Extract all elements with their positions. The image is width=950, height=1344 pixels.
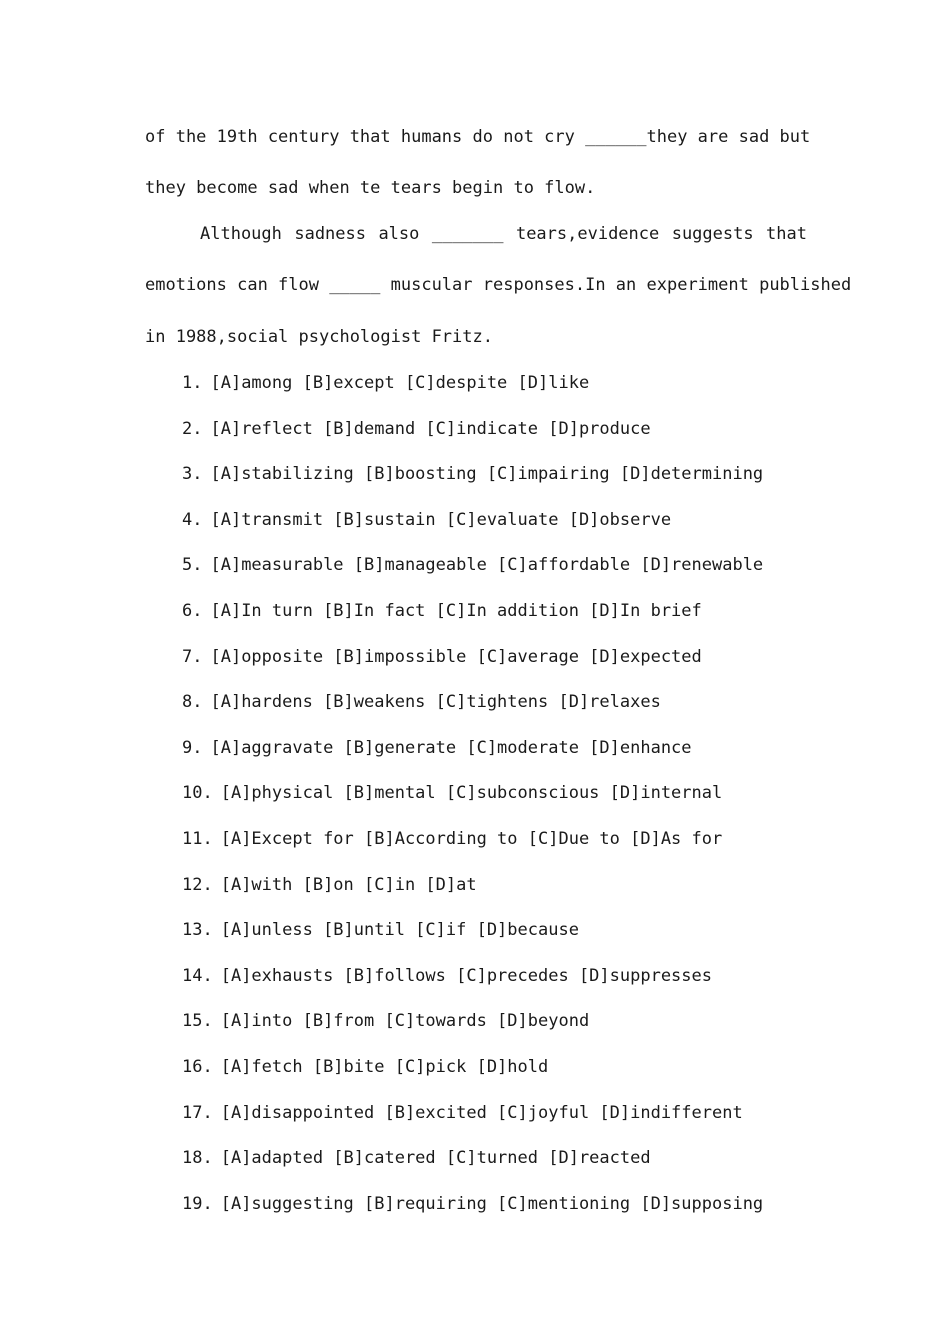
question-options: [A]hardens [B]weakens [C]tightens [D]relaxes (210, 692, 661, 713)
passage-line-3: Although sadness also _______ tears,evidence suggests that (200, 224, 807, 244)
question-options: [A]physical [B]mental [C]subconscious [D]internal (220, 783, 723, 804)
question-number: 10. (182, 783, 213, 804)
question-item (182, 827, 763, 873)
passage-line-2: they become sad when te tears begin to flow. (145, 178, 596, 198)
question-number: 15. (182, 1011, 213, 1032)
question-number: 18. (182, 1148, 213, 1169)
question-item (182, 1009, 763, 1055)
question-item (182, 964, 763, 1010)
question-number: 1. (182, 373, 203, 393)
question-item (182, 873, 763, 919)
question-item (182, 599, 763, 645)
question-item (182, 553, 763, 599)
passage-line-1: of the 19th century that humans do not cry ______they are sad but (145, 127, 811, 147)
question-options: [A]stabilizing [B]boosting [C]impairing [D]determining (210, 464, 764, 485)
question-options: [A]reflect [B]demand [C]indicate [D]produce (210, 418, 651, 439)
question-options: [A]measurable [B]manageable [C]affordable [D]renewable (210, 555, 764, 576)
question-item (182, 690, 763, 736)
question-options: [A]transmit [B]sustain [C]evaluate [D]observe (210, 509, 672, 530)
question-options: [A]Except for [B]According to [C]Due to [D]As for (220, 828, 723, 849)
question-item (182, 1192, 763, 1238)
question-options: [A]into [B]from [C]towards [D]beyond (220, 1011, 590, 1032)
question-number: 16. (182, 1056, 213, 1077)
question-item (182, 371, 763, 417)
question-item (182, 918, 763, 964)
question-item (182, 645, 763, 691)
question-item (182, 462, 763, 508)
question-options: [A]exhausts [B]follows [C]precedes [D]suppresses (220, 965, 712, 986)
question-list (182, 371, 763, 1237)
question-number: 13. (182, 920, 213, 941)
question-number: 17. (182, 1102, 213, 1123)
question-number: 6. (182, 600, 203, 621)
question-number: 7. (182, 646, 203, 667)
question-item (182, 781, 763, 827)
passage-line-5: in 1988,social psychologist Fritz. (145, 327, 493, 347)
question-options: [A]among [B]except [C]despite [D]like (210, 373, 590, 393)
question-options: [A]aggravate [B]generate [C]moderate [D]enhance (210, 737, 692, 758)
question-number: 11. (182, 828, 213, 849)
question-options: [A]with [B]on [C]in [D]at (220, 874, 477, 895)
question-options: [A]unless [B]until [C]if [D]because (220, 920, 579, 941)
question-number: 12. (182, 874, 213, 895)
question-options: [A]adapted [B]catered [C]turned [D]reacted (220, 1148, 651, 1169)
passage-line-4: emotions can flow _____ muscular responses.In an experiment published (145, 275, 852, 295)
question-item (182, 508, 763, 554)
question-item (182, 736, 763, 782)
question-number: 9. (182, 737, 203, 758)
question-number: 2. (182, 418, 203, 439)
question-number: 19. (182, 1193, 213, 1214)
question-options: [A]In turn [B]In fact [C]In addition [D]In brief (210, 600, 702, 621)
question-item (182, 1146, 763, 1192)
question-item (182, 417, 763, 463)
question-number: 3. (182, 464, 203, 485)
question-options: [A]opposite [B]impossible [C]average [D]expected (210, 646, 702, 667)
question-item (182, 1101, 763, 1147)
question-number: 8. (182, 692, 203, 713)
question-item (182, 1055, 763, 1101)
question-number: 5. (182, 555, 203, 576)
question-options: [A]suggesting [B]requiring [C]mentioning [D]supposing (220, 1193, 764, 1214)
question-number: 4. (182, 509, 203, 530)
question-number: 14. (182, 965, 213, 986)
question-options: [A]fetch [B]bite [C]pick [D]hold (220, 1056, 549, 1077)
question-options: [A]disappointed [B]excited [C]joyful [D]indifferent (220, 1102, 743, 1123)
